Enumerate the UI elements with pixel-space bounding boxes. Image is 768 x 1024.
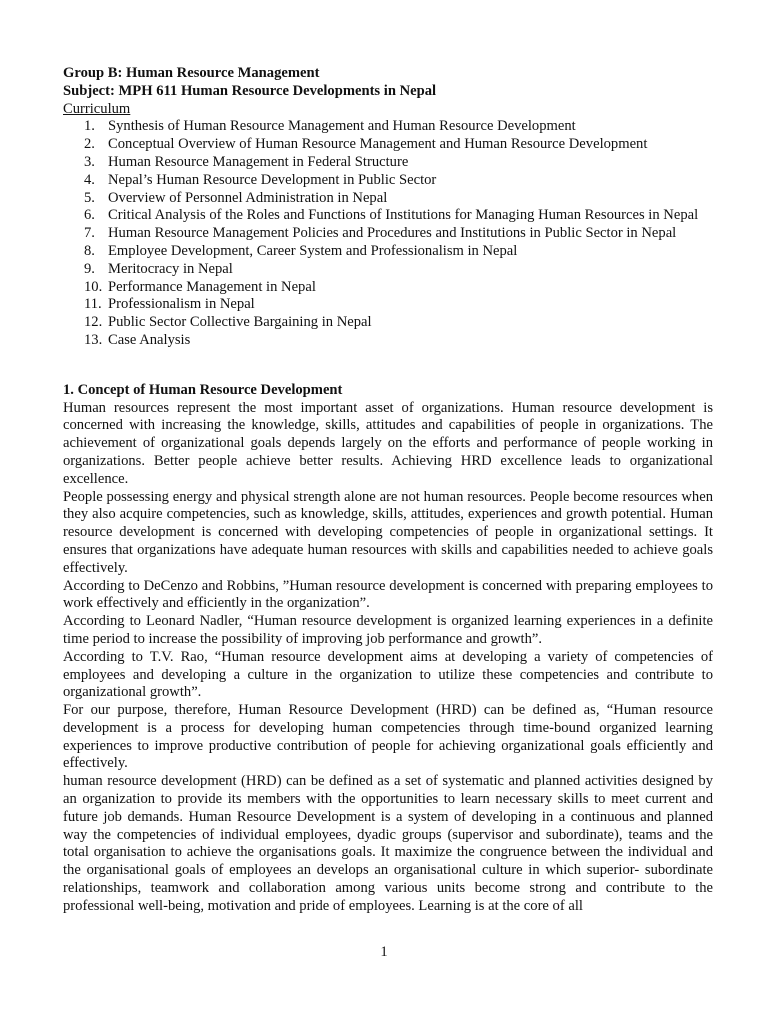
curriculum-item	[63, 225, 713, 243]
body-paragraph: Human resources represent the most important asset of organizations. Human resource development is concerned with increasing the knowledge, skills, attitudes and capabilities of people in organizations. The achievement of organizational goals depends largely on the efforts and performance of people working in organizations. Better people achieve better results. Achieving HRD excellence leads to organizational excellence.	[63, 399, 713, 487]
curriculum-item-text: Overview of Personnel Administration in Nepal	[108, 189, 388, 206]
curriculum-item	[63, 207, 713, 225]
curriculum-item-number: 13.	[84, 331, 103, 348]
curriculum-item-text: Human Resource Management in Federal Structure	[108, 153, 409, 170]
body-paragraph: According to DeCenzo and Robbins, ”Human resource development is concerned with preparing employees to work effectively and efficiently in the organization”.	[63, 577, 713, 612]
curriculum-item	[63, 190, 713, 208]
curriculum-item	[63, 332, 713, 350]
curriculum-item-number: 7.	[84, 225, 95, 242]
curriculum-item	[63, 136, 713, 154]
curriculum-item-number: 4.	[84, 171, 95, 188]
curriculum-item-text: Case Analysis	[108, 331, 191, 348]
curriculum-item-number: 2.	[84, 136, 95, 153]
curriculum-item-text: Meritocracy in Nepal	[108, 260, 233, 277]
curriculum-label: Curriculum	[63, 100, 131, 117]
body-paragraph: People possessing energy and physical strength alone are not human resources. People become resources when they also acquire competencies, such as knowledge, skills, attitudes, experiences and growth potential. Human resource development is concerned with developing competencies of people in organizational settings. It ensures that organizations have adequate human resources with skills and capabilities needed to achieve goals effectively.	[63, 488, 713, 576]
body-paragraph: human resource development (HRD) can be defined as a set of systematic and planned activities designed by an organization to provide its members with the opportunities to learn necessary skills to meet current and future job demands. Human Resource Development is a system of developing in a continuous and planned way the competencies of individual employees, dyadic groups (supervisor and subordinate), teams and the total organisation to achieve the organisations goals. It maximize the congruence between the individual and the organisational goals of employees an develops an organisational culture in which superior- subordinate relationships, teamwork and collaboration among various units become strong and contribute to the professional well-being, motivation and pride of employees. Learning is at the core of all	[63, 773, 713, 914]
curriculum-item	[63, 154, 713, 172]
curriculum-item-number: 9.	[84, 260, 95, 277]
curriculum-item	[63, 172, 713, 190]
curriculum-item-text: Employee Development, Career System and Professionalism in Nepal	[108, 242, 518, 259]
group-title: Group B: Human Resource Management	[63, 65, 320, 81]
curriculum-item-number: 8.	[84, 242, 95, 259]
curriculum-item	[63, 296, 713, 314]
curriculum-item-text: Performance Management in Nepal	[108, 278, 316, 295]
curriculum-item-number: 12.	[84, 314, 103, 331]
curriculum-item-number: 11.	[84, 296, 102, 313]
page-number: 1	[380, 944, 388, 960]
curriculum-item	[63, 261, 713, 279]
body-paragraph: According to T.V. Rao, “Human resource development aims at developing a variety of competencies of employees and developing a culture in the organization to utilize these competencies and contribute to organizational growth”.	[63, 648, 713, 701]
curriculum-item	[63, 314, 713, 332]
curriculum-item-text: Professionalism in Nepal	[108, 296, 255, 313]
body-paragraph: For our purpose, therefore, Human Resource Development (HRD) can be defined as, “Human resource development is a process for developing human competencies through time-bound organized learning experiences to improve productive contribution of people for achieving organizational goals efficiently and effectively.	[63, 702, 713, 772]
curriculum-item-text: Synthesis of Human Resource Management and Human Resource Development	[108, 118, 576, 135]
curriculum-item-text: Public Sector Collective Bargaining in Nepal	[108, 314, 372, 331]
curriculum-item-text: Human Resource Management Policies and Procedures and Institutions in Public Sector in Nepal	[108, 225, 677, 242]
curriculum-item-text: Critical Analysis of the Roles and Functions of Institutions for Managing Human Resources in Nepal	[108, 207, 699, 224]
subject-title: Subject: MPH 611 Human Resource Developments in Nepal	[63, 82, 437, 99]
curriculum-item-number: 1.	[84, 118, 95, 135]
curriculum-list	[63, 118, 713, 349]
curriculum-item-text: Nepal’s Human Resource Development in Public Sector	[108, 171, 437, 188]
curriculum-item	[63, 243, 713, 261]
curriculum-item-number: 10.	[84, 278, 103, 295]
curriculum-item	[63, 279, 713, 297]
body-paragraph: According to Leonard Nadler, “Human resource development is organized learning experiences in a definite time period to increase the possibility of improving job performance and growth”.	[63, 613, 713, 647]
document-page	[63, 65, 713, 916]
curriculum-item-number: 3.	[84, 153, 95, 170]
curriculum-item-number: 5.	[84, 189, 95, 206]
section-heading: 1. Concept of Human Resource Development	[63, 381, 343, 398]
curriculum-item-text: Conceptual Overview of Human Resource Management and Human Resource Development	[108, 136, 648, 153]
curriculum-item-number: 6.	[84, 207, 95, 224]
curriculum-item	[63, 118, 713, 136]
